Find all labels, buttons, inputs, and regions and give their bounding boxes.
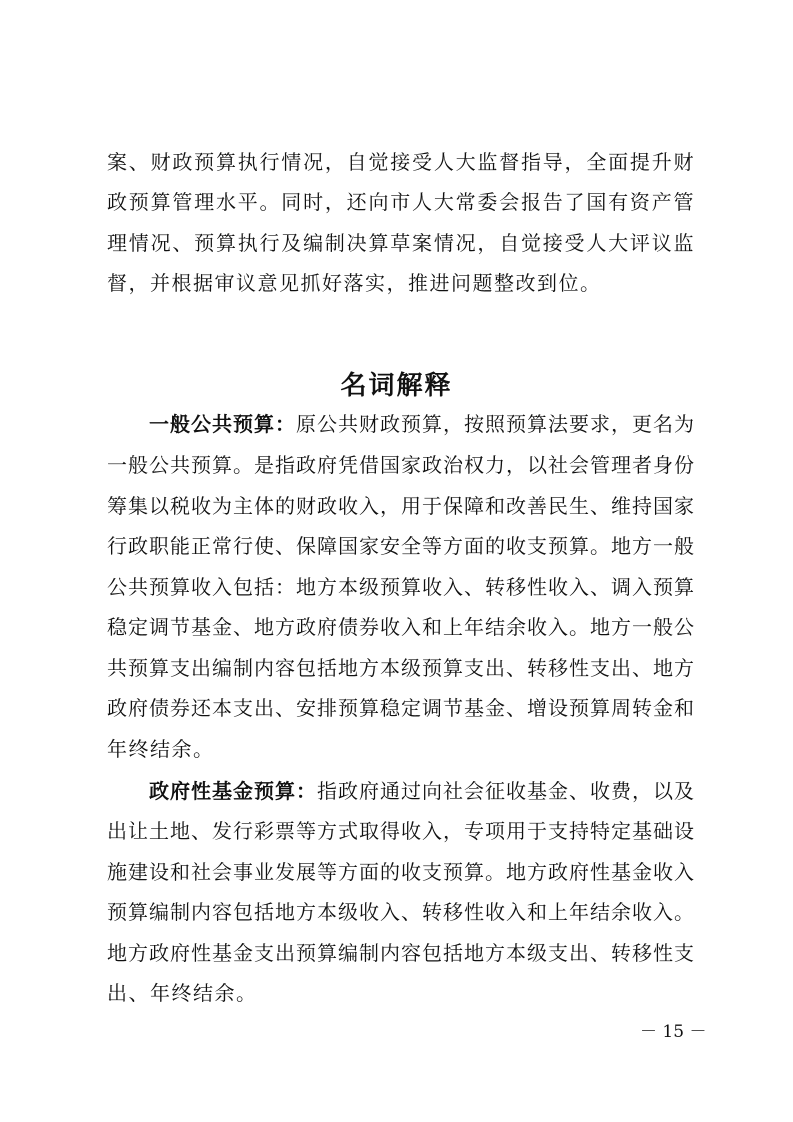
general-budget-line-6: 共预算支出编制内容包括地方本级预算支出、转移性支出、地方 [107, 656, 695, 680]
general-budget-line-4: 公共预算收入包括：地方本级预算收入、转移性收入、调入预算 [107, 575, 695, 599]
page-number: － 15 － [640, 1022, 707, 1042]
fund-budget-line-2: 施建设和社会事业发展等方面的收支预算。地方政府性基金收入 [107, 860, 695, 884]
fund-budget-line-1: 出让土地、发行彩票等方式取得收入，专项用于支持特定基础设 [107, 819, 695, 843]
general-budget-line-8: 年终结余。 [107, 737, 215, 761]
intro-line-1: 案、财政预算执行情况，自觉接受人大监督指导，全面提升财 [107, 150, 695, 174]
general-budget-line-3: 行政职能正常行使、保障国家安全等方面的收支预算。地方一般 [107, 534, 695, 558]
general-budget-line-1: 一般公共预算。是指政府凭借国家政治权力，以社会管理者身份 [107, 453, 695, 477]
fund-budget-line-4: 地方政府性基金支出预算编制内容包括地方本级支出、转移性支 [107, 941, 695, 965]
fund-budget-first-line [149, 772, 695, 810]
intro-line-2: 政预算管理水平。同时，还向市人大常委会报告了国有资产管 [107, 190, 695, 214]
general-budget-line-2: 筹集以税收为主体的财政收入，用于保障和改善民生、维持国家 [107, 494, 695, 518]
general-budget-line-5: 稳定调节基金、地方政府债券收入和上年结余收入。地方一般公 [107, 615, 695, 639]
intro-line-4: 督，并根据审议意见抓好落实，推进问题整改到位。 [107, 271, 602, 295]
fund-budget-line-5: 出、年终结余。 [107, 981, 258, 1005]
fund-budget-line-3: 预算编制内容包括地方本级收入、转移性收入和上年结余收入。 [107, 900, 695, 924]
general-budget-first-line [149, 405, 695, 443]
general-budget-term: 一般公共预算： [149, 412, 296, 436]
intro-line-3: 理情况、预算执行及编制决算草案情况，自觉接受人大评议监 [107, 231, 695, 255]
fund-budget-term: 政府性基金预算： [149, 779, 317, 803]
general-budget-line-7: 政府债券还本支出、安排预算稳定调节基金、增设预算周转金和 [107, 696, 695, 720]
general-budget-first-text: 原公共财政预算，按照预算法要求，更名为 [296, 412, 695, 436]
fund-budget-first-text: 指政府通过向社会征收基金、收费，以及 [317, 779, 695, 803]
glossary-heading: 名词解释 [340, 371, 453, 401]
